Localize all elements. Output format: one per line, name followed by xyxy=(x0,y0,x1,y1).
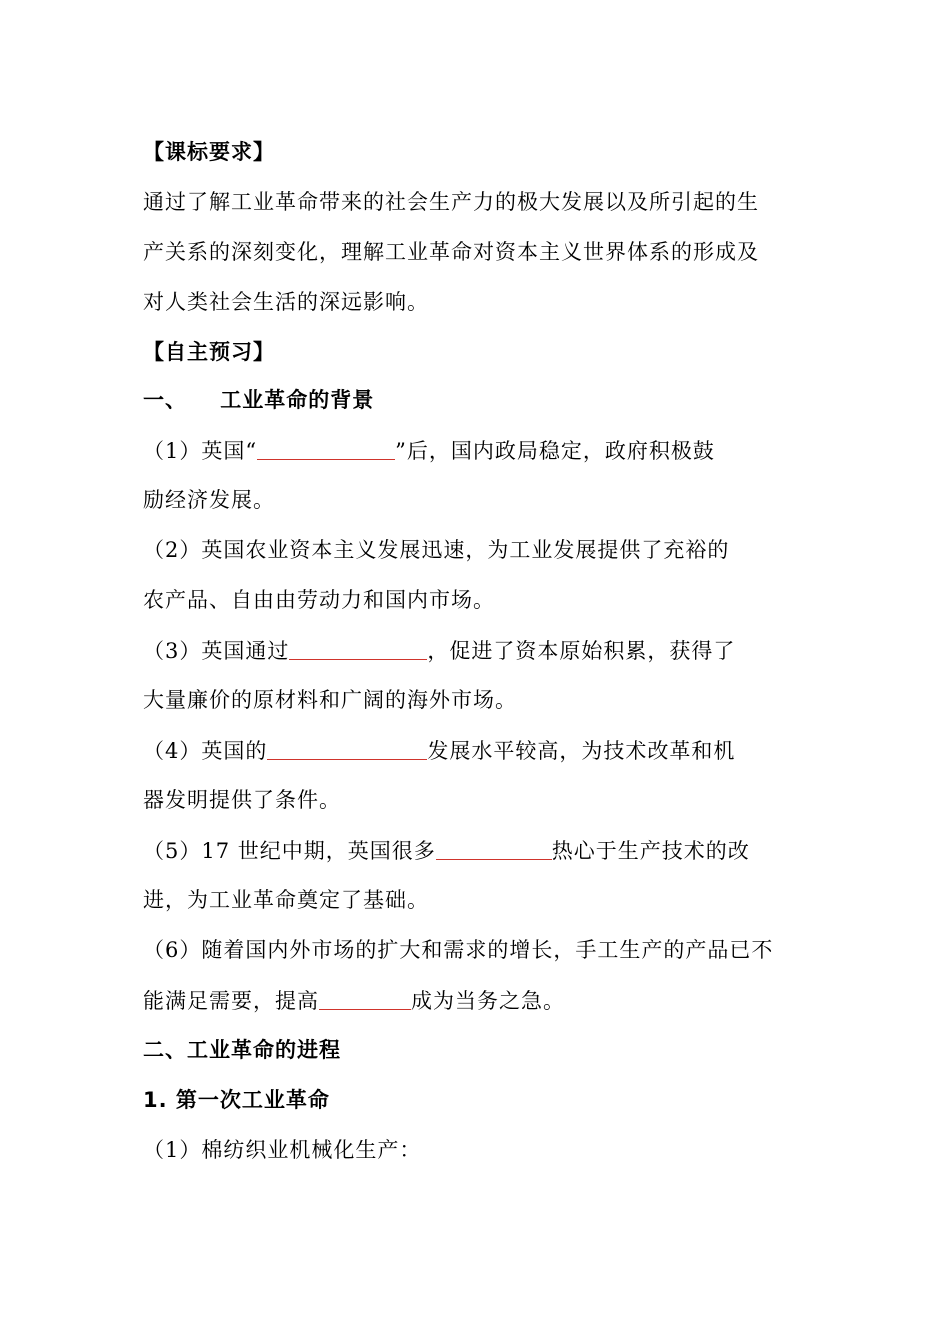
curriculum-text-line-3: 对人类社会生活的深远影响。 xyxy=(143,290,429,314)
item-3-line-2: 大量廉价的原材料和广阔的海外市场。 xyxy=(143,688,517,712)
sub1-heading: 1. 第一次工业革命 xyxy=(143,1088,330,1112)
item-1-line-2: 励经济发展。 xyxy=(143,488,275,512)
item-6-line-2 xyxy=(143,985,565,1016)
item-6-line-1: （6）随着国内外市场的扩大和需求的增长，手工生产的产品已不 xyxy=(143,938,774,962)
item-4-line-1 xyxy=(143,735,735,766)
item-6-after: 成为当务之急。 xyxy=(411,989,565,1013)
item-3-after: ，促进了资本原始积累，获得了 xyxy=(427,639,736,663)
item-4-before: （4）英国的 xyxy=(143,739,268,763)
item-4-line-2: 器发明提供了条件。 xyxy=(143,788,341,812)
item-4-after: 发展水平较高，为技术改革和机 xyxy=(427,739,736,763)
item-3-line-1 xyxy=(143,635,735,666)
curriculum-text-line-1: 通过了解工业革命带来的社会生产力的极大发展以及所引起的生 xyxy=(143,190,759,214)
item-4-blank[interactable] xyxy=(267,737,427,760)
item-6-before: 能满足需要，提高 xyxy=(143,989,319,1013)
sub1-item-1: （1）棉纺织业机械化生产： xyxy=(143,1138,422,1162)
part1-heading: 一、 工业革命的背景 xyxy=(143,388,375,412)
item-1-line-1 xyxy=(143,435,715,466)
curriculum-text-line-2: 产关系的深刻变化，理解工业革命对资本主义世界体系的形成及 xyxy=(143,240,759,264)
item-5-before: （5）17 世纪中期，英国很多 xyxy=(143,839,436,863)
item-3-blank[interactable] xyxy=(289,637,427,660)
item-2-line-2: 农产品、自由由劳动力和国内市场。 xyxy=(143,588,495,612)
curriculum-heading: 【课标要求】 xyxy=(143,140,275,164)
part2-heading: 二、工业革命的进程 xyxy=(143,1038,341,1062)
item-2-line-1: （2）英国农业资本主义发展迅速，为工业发展提供了充裕的 xyxy=(143,538,730,562)
item-5-line-2: 进，为工业革命奠定了基础。 xyxy=(143,888,429,912)
item-1-blank[interactable] xyxy=(257,437,395,460)
preview-heading: 【自主预习】 xyxy=(143,340,275,364)
item-1-after: ”后，国内政局稳定，政府积极鼓 xyxy=(395,439,715,463)
item-3-before: （3）英国通过 xyxy=(143,639,290,663)
item-5-after: 热心于生产技术的改 xyxy=(551,839,750,863)
item-5-line-1 xyxy=(143,835,750,866)
item-6-blank[interactable] xyxy=(319,987,411,1010)
item-1-before: （1）英国“ xyxy=(143,439,258,463)
item-5-blank[interactable] xyxy=(436,837,552,860)
